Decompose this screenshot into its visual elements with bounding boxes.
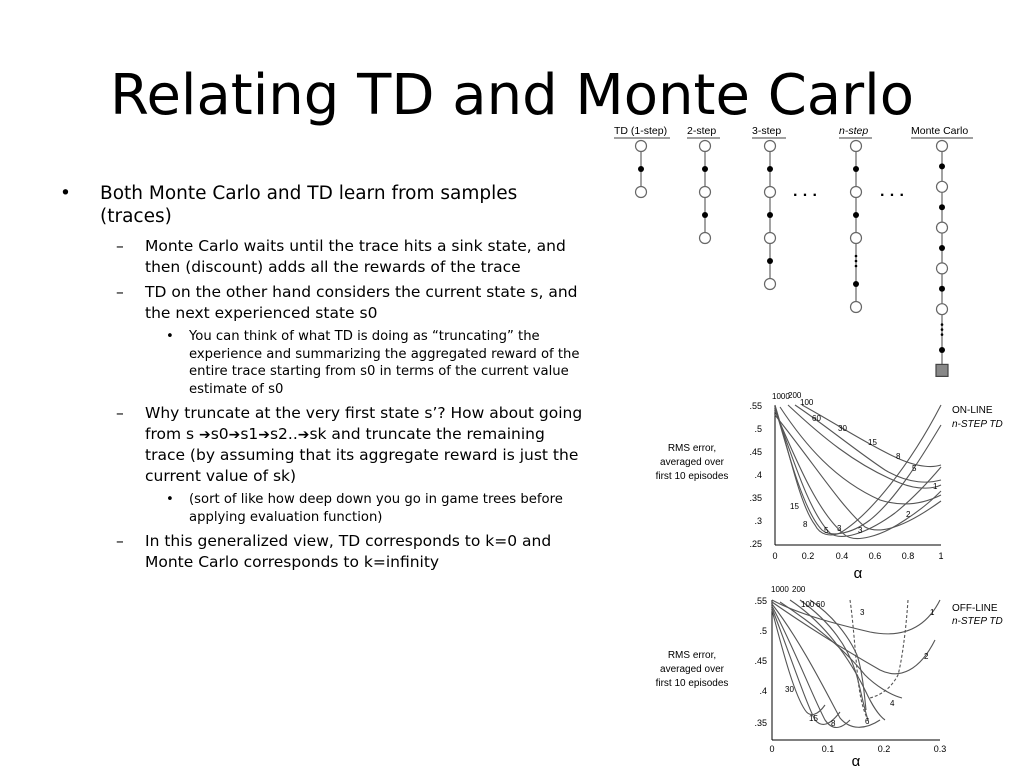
slide-title: Relating TD and Monte Carlo	[110, 63, 914, 128]
action-node	[939, 204, 945, 210]
curve-label: 3	[858, 526, 863, 535]
bullet-text: Both Monte Carlo and TD learn from samples (traces)	[100, 183, 518, 227]
curve-label: 8	[896, 452, 901, 461]
curve-label: 15	[790, 502, 799, 511]
curve-label: 5	[824, 526, 829, 535]
backup-diagram	[600, 120, 1000, 382]
curve-label: 8	[831, 719, 836, 728]
online-nstep-chart	[640, 385, 1020, 580]
curve-label: 1	[930, 608, 935, 617]
ellipsis-dot	[855, 265, 858, 268]
xtick-label: 0.3	[933, 744, 947, 754]
ytick-label: .35	[754, 718, 767, 728]
curve-label: 60	[812, 414, 821, 423]
state-node	[937, 304, 948, 315]
ytick-label: .25	[749, 539, 762, 549]
xtick-label: 0.2	[801, 551, 815, 561]
xtick-label: 0	[769, 744, 775, 754]
curve-label: 6	[865, 717, 870, 726]
ytick-label: .3	[754, 516, 762, 526]
action-node	[939, 163, 945, 169]
bullet-item-level2	[58, 236, 588, 277]
curve-label: 4	[890, 699, 895, 708]
ylabel-line: RMS error,	[667, 443, 717, 454]
offline-nstep-chart	[640, 580, 1020, 768]
state-node	[937, 263, 948, 274]
column-label-2step: 2-step	[687, 125, 717, 137]
state-node	[765, 187, 776, 198]
curve-label: 60	[816, 600, 825, 609]
ytick-label: .55	[754, 596, 767, 606]
ellipsis-dot	[941, 328, 944, 331]
ytick-label: .5	[759, 626, 767, 636]
ylabel-line: first 10 episodes	[655, 678, 729, 689]
curve-label: 2	[924, 652, 929, 661]
action-node	[853, 281, 859, 287]
ytick-label: .45	[754, 656, 767, 666]
curve-label: 200	[788, 391, 802, 400]
action-node	[939, 286, 945, 292]
state-node	[700, 233, 711, 244]
bullet-item-level3	[58, 491, 588, 526]
column-label-td: TD (1-step)	[614, 125, 668, 137]
bullet-text: In this generalized view, TD corresponds to k=0 and Monte Carlo corresponds to k=infinity	[145, 532, 552, 571]
vertical-ellipsis	[855, 255, 858, 268]
bullet-list	[58, 182, 588, 577]
bullet-dash-icon: –	[116, 237, 124, 255]
column-label-3step: 3-step	[752, 125, 782, 137]
bullet-dash-icon: –	[116, 404, 124, 422]
action-node	[939, 347, 945, 353]
xtick-label: 0.1	[821, 744, 835, 754]
ellipsis-dot	[855, 255, 858, 258]
bullet-item-level2	[58, 531, 588, 572]
state-node	[765, 233, 776, 244]
action-node	[853, 166, 859, 172]
ytick-label: .55	[749, 401, 762, 411]
action-node	[702, 212, 708, 218]
ytick-label: .4	[754, 470, 762, 480]
curve-label: 8	[803, 520, 808, 529]
state-node	[636, 141, 647, 152]
bullet-item-level1	[58, 182, 588, 228]
ellipsis-dot	[941, 323, 944, 326]
state-node	[700, 187, 711, 198]
x-axis-label: α	[851, 753, 861, 768]
bullet-dot-icon: •	[166, 492, 174, 507]
ylabel-line: averaged over	[660, 457, 724, 468]
column-label-nstep: n-step	[839, 125, 869, 137]
action-node	[939, 245, 945, 251]
bullet-text: Monte Carlo waits until the trace hits a sink state, and then (discount) adds all the rewards of the trace	[145, 237, 566, 276]
action-node	[702, 166, 708, 172]
curve-label: 15	[868, 438, 877, 447]
state-node	[937, 222, 948, 233]
arrow-icon: ➔	[297, 426, 310, 443]
x-axis-label: α	[853, 565, 863, 580]
curve-label: 1000	[771, 585, 789, 594]
curve-label: 5	[912, 464, 917, 473]
bullet-text: (sort of like how deep down you go in game trees before applying evaluation function)	[189, 492, 563, 525]
ytick-label: .4	[759, 686, 767, 696]
bullet-dash-icon: –	[116, 532, 124, 550]
state-node	[765, 279, 776, 290]
action-node	[767, 258, 773, 264]
curve-label: 100	[801, 600, 815, 609]
curve-label: 3	[860, 608, 865, 617]
chart-title: n-STEP TD	[952, 616, 1003, 627]
curve-label: 200	[792, 585, 806, 594]
action-node	[638, 166, 644, 172]
state-node	[851, 187, 862, 198]
vertical-ellipsis	[941, 323, 944, 336]
chart-title: ON-LINE	[952, 405, 993, 416]
curve-label: 30	[785, 685, 794, 694]
state-node	[937, 141, 948, 152]
bullet-text: Why truncate at the very first state s’? How about going from s ➔s0➔s1➔s2..➔sk and truncate the remaining trace (by assuming that its aggregate reward is just the current value of sk)	[145, 404, 583, 485]
ytick-label: .5	[754, 424, 762, 434]
action-node	[853, 212, 859, 218]
arrow-icon: ➔	[199, 426, 211, 443]
ylabel-line: RMS error,	[667, 650, 717, 661]
bullet-item-level3	[58, 328, 588, 398]
arrow-icon: ➔	[228, 426, 241, 443]
column-label-montecarlo: Monte Carlo	[911, 125, 969, 137]
state-node	[700, 141, 711, 152]
state-node	[851, 141, 862, 152]
bullet-text: You can think of what TD is doing as “truncating” the experience and summarizing the aggregated reward of the entire trace starting from s0 in terms of the current value estimate of s0	[189, 329, 580, 397]
ellipsis-dot	[855, 260, 858, 263]
curve-label: 1000	[772, 392, 790, 401]
ytick-label: .35	[749, 493, 762, 503]
xtick-label: 0.4	[835, 551, 849, 561]
chart-title: n-STEP TD	[952, 419, 1003, 430]
xtick-label: 1	[938, 551, 944, 561]
curve-label: 30	[838, 424, 847, 433]
curve-label: 100	[800, 398, 814, 407]
bullet-dot-icon: •	[60, 183, 71, 204]
xtick-label: 0.8	[901, 551, 915, 561]
curve-label: 15	[809, 714, 818, 723]
ellipsis: · · ·	[793, 187, 818, 204]
chart-title: OFF-LINE	[952, 603, 998, 614]
curve-label: 2	[906, 510, 911, 519]
curve-label: 3	[837, 524, 842, 533]
state-node	[937, 181, 948, 192]
state-node	[765, 141, 776, 152]
ylabel-line: averaged over	[660, 664, 724, 675]
xtick-label: 0.6	[868, 551, 882, 561]
ylabel-line: first 10 episodes	[655, 471, 729, 482]
bullet-text: TD on the other hand considers the current state s, and the next experienced state s0	[145, 283, 578, 322]
curve-label: 1	[933, 482, 938, 491]
bullet-dot-icon: •	[166, 329, 174, 344]
xtick-label: 0	[772, 551, 778, 561]
bullet-item-level2	[58, 403, 588, 486]
ytick-label: .45	[749, 447, 762, 457]
state-node	[851, 302, 862, 313]
action-node	[767, 166, 773, 172]
ellipsis-dot	[941, 333, 944, 336]
arrow-icon: ➔	[258, 426, 270, 443]
state-node	[851, 233, 862, 244]
state-node	[636, 187, 647, 198]
ellipsis: · · ·	[880, 187, 905, 204]
bullet-dash-icon: –	[116, 283, 124, 301]
bullet-item-level2	[58, 282, 588, 323]
xtick-label: 0.2	[877, 744, 891, 754]
terminal-node	[936, 364, 948, 376]
action-node	[767, 212, 773, 218]
